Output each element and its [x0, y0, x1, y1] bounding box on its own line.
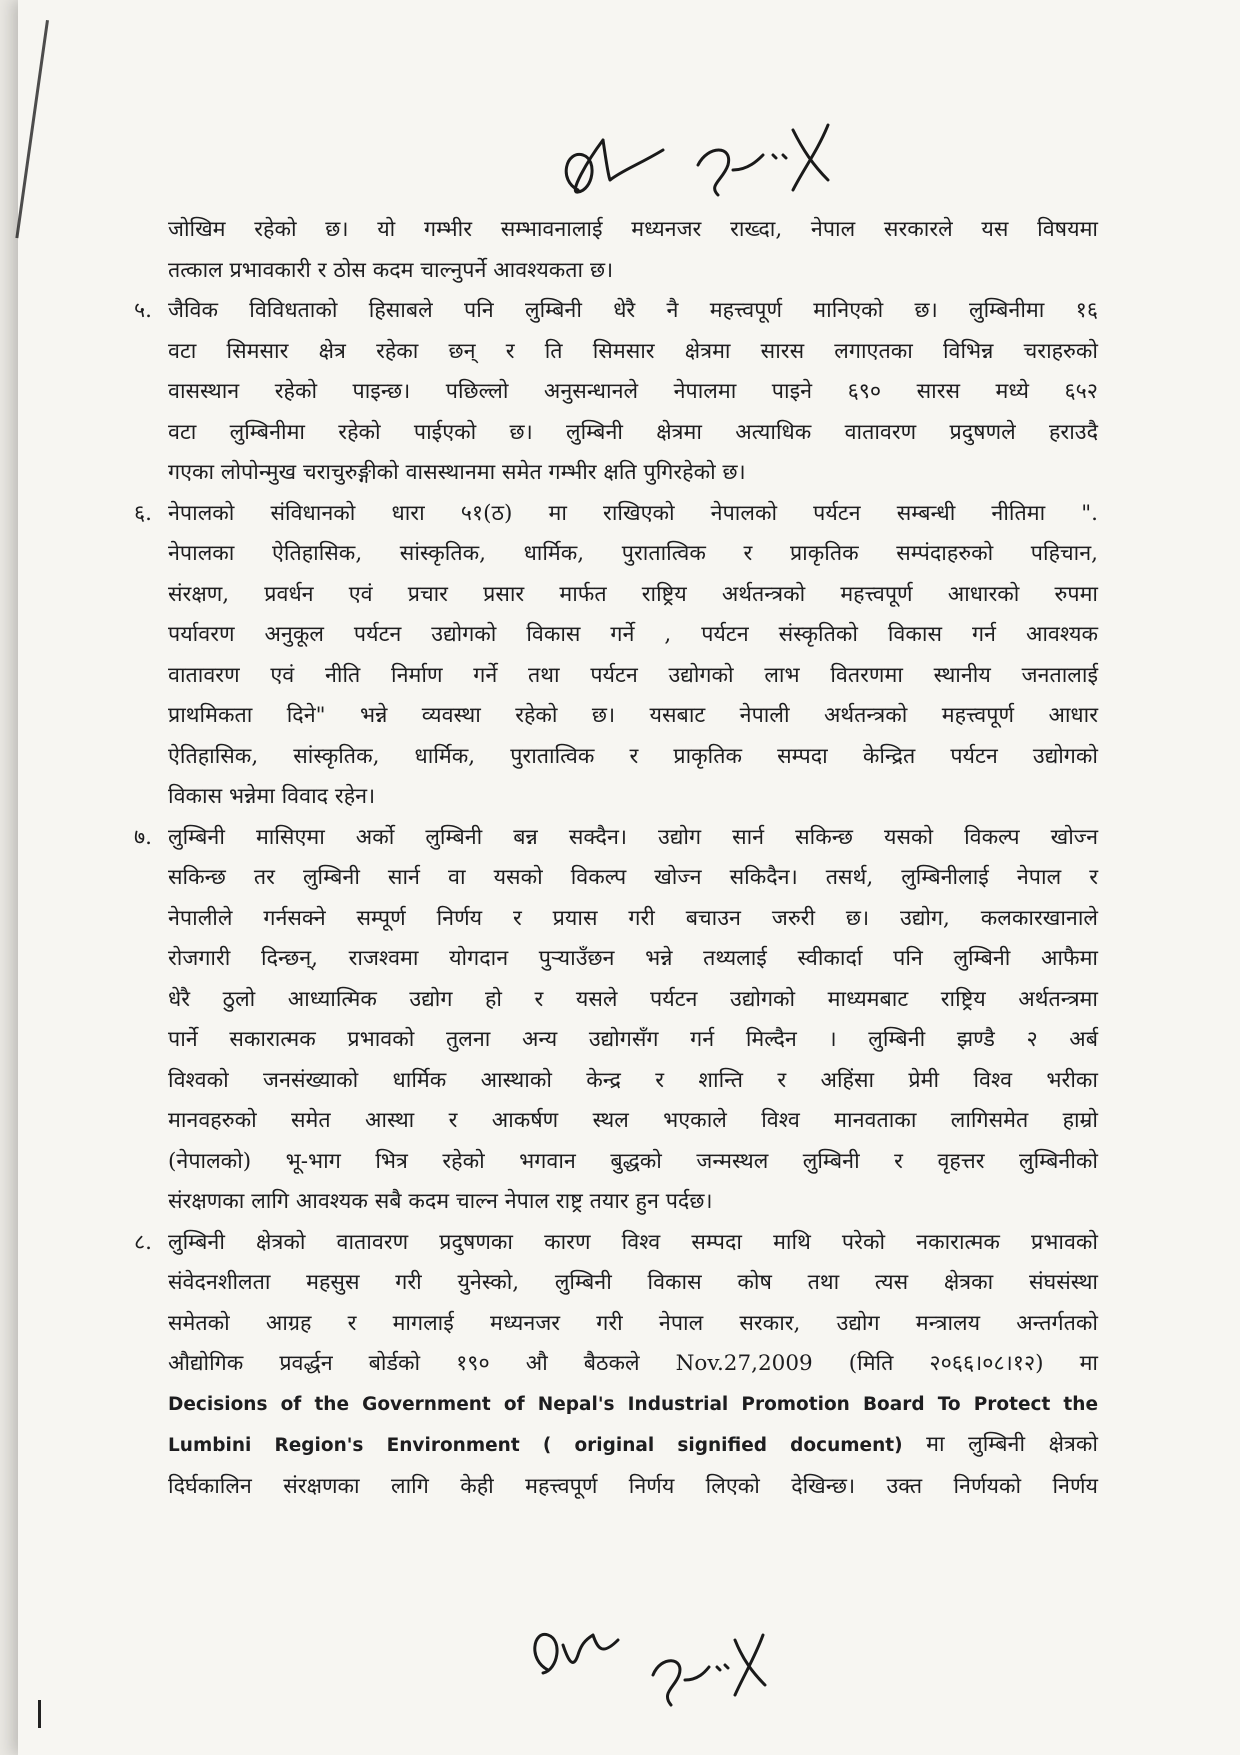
text-line: लुम्बिनी मासिएमा अर्को लुम्बिनी बन्न सक्दैन। उद्योग सार्न सकिन्छ यसको विकल्प खोज्न: [168, 824, 1098, 850]
text-line: जैविक विविधताको हिसाबले पनि लुम्बिनी धेरै नै महत्त्वपूर्ण मानिएको छ। लुम्बिनीमा १६: [168, 298, 1098, 323]
text-line: मानवहरुको समेत आस्था र आकर्षण स्थल भएकाले विश्व मानवताका लागिसमेत हाम्रो: [168, 1108, 1098, 1133]
text-line: (नेपालको) भू-भाग भित्र रहेको भगवान बुद्धको जन्मस्थल लुम्बिनी र वृहत्तर लुम्बिनीको: [168, 1148, 1098, 1174]
text-line: वासस्थान रहेको पाइन्छ। पछिल्लो अनुसन्धानले नेपालमा पाइने ६९० सारस मध्ये ६५२: [168, 379, 1098, 404]
text-line: तत्काल प्रभावकारी र ठोस कदम चाल्नुपर्ने आवश्यकता छ।: [168, 257, 614, 283]
text-line: संवेदनशीलता महसुस गरी युनेस्को, लुम्बिनी विकास कोष तथा त्यस क्षेत्रका संघसंस्था: [168, 1270, 1098, 1295]
text-line: नेपालको संविधानको धारा ५१(ठ) मा राखिएको नेपालको पर्यटन सम्बन्धी नीतिमा ".: [168, 500, 1098, 526]
signature-bottom-left: [523, 1615, 623, 1695]
text-line: वटा लुम्बिनीमा रहेको पाईएको छ। लुम्बिनी क्षेत्रमा अत्याधिक वातावरण प्रदुषणले हराउदै: [168, 419, 1098, 445]
paragraph-number: ६.: [134, 500, 153, 526]
text-line: पर्यावरण अनुकूल पर्यटन उद्योगको विकास गर्ने , पर्यटन संस्कृतिको विकास गर्न आवश्यक: [168, 622, 1098, 647]
intro-paragraph: [168, 210, 1098, 291]
signature-bottom-right: [643, 1625, 783, 1715]
paragraph-number: ७.: [134, 824, 153, 850]
text-line: जोखिम रहेको छ। यो गम्भीर सम्भावनालाई मध्यनजर राख्दा, नेपाल सरकारले यस विषयमा: [168, 217, 1098, 242]
mixed-reference-line: [168, 1425, 1098, 1467]
text-line: प्राथमिकता दिने" भन्ने व्यवस्था रहेको छ। यसबाट नेपाली अर्थतन्त्रको महत्त्वपूर्ण आधार: [168, 703, 1098, 728]
reference-suffix: मा लुम्बिनी क्षेत्रको: [902, 1432, 1098, 1457]
page-edge-shadow: [15, 20, 49, 238]
signature-top-left: [548, 120, 688, 210]
text-line: गएका लोपोन्मुख चराचुरुङ्गीको वासस्थानमा समेत गम्भीर क्षति पुगिरहेको छ।: [168, 460, 746, 485]
text-line: संरक्षण, प्रवर्धन एवं प्रचार प्रसार मार्फत राष्ट्रिय अर्थतन्त्रको महत्त्वपूर्ण आधारको रुपमा: [168, 581, 1098, 607]
text-line: विश्वको जनसंख्याको धार्मिक आस्थाको केन्द्र र शान्ति र अहिंसा प्रेमी विश्व भरीका: [168, 1067, 1098, 1093]
text-line: रोजगारी दिन्छन्, राजश्वमा योगदान पुऱ्याउँछन भन्ने तथ्यलाई स्वीकार्दा पनि लुम्बिनी आफैमा: [168, 946, 1098, 971]
text-line: ऐतिहासिक, सांस्कृतिक, धार्मिक, पुरातात्विक र प्राकृतिक सम्पदा केन्द्रित पर्यटन उद्योगको: [168, 743, 1098, 769]
text-line: संरक्षणका लागि आवश्यक सबै कदम चाल्न नेपाल राष्ट्र तयार हुन पर्दछ।: [168, 1189, 713, 1214]
text-line: नेपालीले गर्नसक्ने सम्पूर्ण निर्णय र प्रयास गरी बचाउन जरुरी छ। उद्योग, कलकारखानाले: [168, 905, 1098, 931]
page-edge-mark: [38, 1700, 41, 1728]
text-line: सकिन्छ तर लुम्बिनी सार्न वा यसको विकल्प खोज्न सकिदैन। तसर्थ, लुम्बिनीलाई नेपाल र: [168, 865, 1098, 890]
paragraph-7: [134, 818, 1098, 1223]
paragraph-number: ८.: [134, 1229, 153, 1255]
english-reference-text: Lumbini Region's Environment ( original signified document): [168, 1435, 903, 1456]
paragraph-5: [134, 291, 1098, 494]
text-line: लुम्बिनी क्षेत्रको वातावरण प्रदुषणका कारण विश्व सम्पदा माथि परेको नकारात्मक प्रभावको: [168, 1229, 1098, 1255]
text-line: पार्ने सकारात्मक प्रभावको तुलना अन्य उद्योगसँग गर्न मिल्दैन । लुम्बिनी झण्डै २ अर्ब: [168, 1027, 1098, 1052]
text-line: वातावरण एवं नीति निर्माण गर्ने तथा पर्यटन उद्योगको लाभ वितरणमा स्थानीय जनतालाई: [168, 662, 1098, 688]
text-line: विकास भन्नेमा विवाद रहेन।: [168, 784, 376, 809]
text-line: दिर्घकालिन संरक्षणका लागि केही महत्त्वपूर्ण निर्णय लिएको देखिन्छ। उक्त निर्णयको निर्णय: [168, 1473, 1098, 1499]
signature-top-right: [688, 110, 848, 210]
text-line: औद्योगिक प्रवर्द्धन बोर्डको १९० औ बैठकले Nov.27,2009 (मिति २०६६।०८।१२) मा: [168, 1351, 1098, 1376]
text-line: वटा सिमसार क्षेत्र रहेका छन् र ति सिमसार क्षेत्रमा सारस लगाएतका विभिन्न चराहरुको: [168, 338, 1098, 364]
paragraph-6: [134, 494, 1098, 818]
paragraph-number: ५.: [134, 298, 153, 323]
english-reference-line: Decisions of the Government of Nepal's Industrial Promotion Board To Protect the: [168, 1393, 1098, 1415]
text-line: समेतको आग्रह र मागलाई मध्यनजर गरी नेपाल सरकार, उद्योग मन्त्रालय अन्तर्गतको: [168, 1310, 1098, 1336]
text-line: धेरै ठुलो आध्यात्मिक उद्योग हो र यसले पर्यटन उद्योगको माध्यमबाट राष्ट्रिय अर्थतन्त्रमा: [168, 986, 1098, 1012]
document-page: [18, 0, 1240, 1755]
document-body: [134, 210, 1098, 1507]
paragraph-8: [134, 1223, 1098, 1508]
text-line: नेपालका ऐतिहासिक, सांस्कृतिक, धार्मिक, पुरातात्विक र प्राकृतिक सम्पंदाहरुको पहिचान,: [168, 541, 1098, 566]
